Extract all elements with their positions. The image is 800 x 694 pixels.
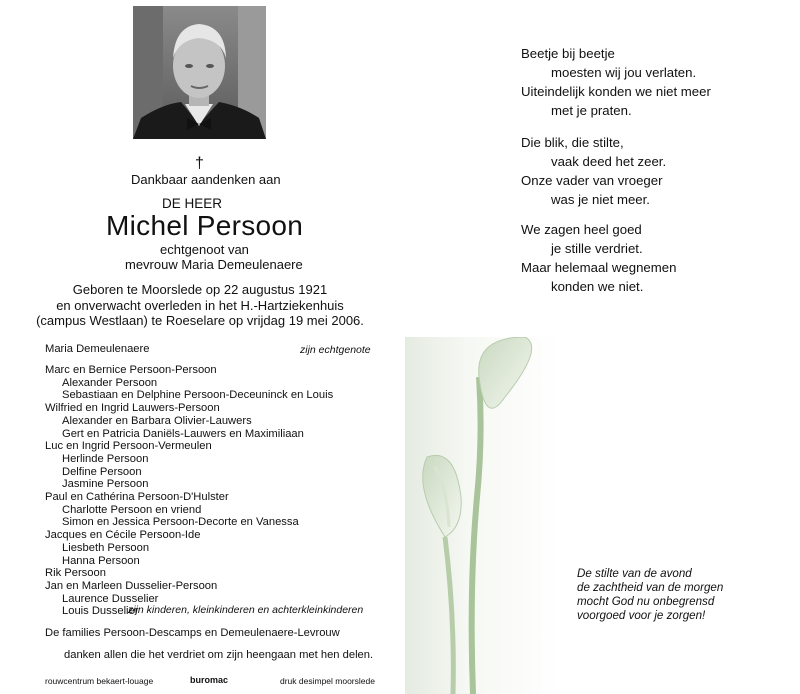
- footer-buromac: buromac: [190, 675, 229, 685]
- biography: [30, 282, 370, 329]
- bio-line: Geboren te Moorslede op 22 augustus 1921: [72, 282, 328, 297]
- family-line: Sebastiaan en Delphine Persoon-Deceuninck en Louis: [62, 389, 334, 402]
- bio-line: (campus Westlaan) te Roeselare op vrijdag 19 mei 2006.: [36, 313, 364, 328]
- portrait-photo: [133, 6, 266, 139]
- family-line: Simon en Jessica Persoon-Decorte en Vanessa: [62, 516, 299, 529]
- quote-line: mocht God nu onbegrensd: [577, 595, 715, 608]
- family-line: Jasmine Persoon: [62, 478, 149, 491]
- poem-line: Die blik, die stilte,: [521, 135, 624, 150]
- thanks-line: danken allen die het verdriet om zijn heengaan met hen delen.: [64, 649, 374, 661]
- family-line: Rik Persoon: [45, 567, 106, 580]
- footer-funeral-home: rouwcentrum bekaert-louage: [45, 676, 154, 686]
- family-line: Paul en Cathérina Persoon-D'Hulster: [45, 491, 229, 504]
- family-line: Liesbeth Persoon: [62, 541, 150, 554]
- quote-line: De stilte van de avond: [577, 567, 692, 580]
- deceased-name: Michel Persoon: [106, 210, 304, 241]
- poem-line: vaak deed het zeer.: [551, 154, 667, 169]
- poem-line: konden we niet.: [551, 279, 644, 294]
- bio-line: en onverwacht overleden in het H.-Hartziekenhuis: [56, 297, 344, 313]
- family-line: Jan en Marleen Dusselier-Persoon: [45, 579, 218, 592]
- family-line: Laurence Dusselier: [62, 592, 159, 605]
- family-line: Herlinde Persoon: [62, 452, 149, 465]
- family-line: Charlotte Persoon en vriend: [62, 503, 202, 516]
- poem-line: was je niet meer.: [551, 192, 650, 207]
- family-line: Alexander Persoon: [62, 376, 158, 389]
- poem-line: Uiteindelijk konden we niet meer: [521, 84, 711, 99]
- spouse-role: zijn echtgenote: [300, 344, 371, 356]
- family-line: Luc en Ingrid Persoon-Vermeulen: [45, 440, 212, 453]
- closing-quote: [577, 567, 723, 623]
- family-line: Louis Dusselier: [62, 605, 139, 618]
- poem-line: Beetje bij beetje: [521, 46, 615, 61]
- spouse-intro: echtgenoot van: [160, 242, 249, 257]
- poem-line: We zagen heel goed: [521, 222, 642, 237]
- poem-line: Maar helemaal wegnemen: [521, 260, 677, 275]
- cross-symbol: †: [195, 155, 204, 172]
- footer-printer: druk desimpel moorslede: [280, 676, 375, 686]
- family-line: Alexander en Barbara Olivier-Lauwers: [62, 414, 252, 427]
- families-line: De families Persoon-Descamps en Demeulenaere-Levrouw: [45, 627, 340, 639]
- family-line: Gert en Patricia Daniëls-Lauwers en Maximiliaan: [62, 427, 304, 440]
- family-list: [45, 364, 333, 618]
- children-role: zijn kinderen, kleinkinderen en achterkleinkinderen: [128, 604, 364, 616]
- calla-lily-image: [405, 337, 560, 694]
- quote-line: de zachtheid van de morgen: [577, 581, 724, 594]
- family-line: Hanna Persoon: [62, 554, 140, 567]
- spouse-entry: Maria Demeulenaere: [45, 343, 150, 355]
- dedication-text: Dankbaar aandenken aan: [131, 172, 281, 187]
- poem-stanza-1: [521, 44, 711, 120]
- poem-stanza-2: [521, 133, 666, 209]
- poem-line: Onze vader van vroeger: [521, 173, 663, 188]
- quote-line: voorgoed voor je zorgen!: [577, 609, 706, 622]
- poem-stanza-3: [521, 220, 676, 296]
- family-line: Jacques en Cécile Persoon-Ide: [45, 529, 201, 542]
- spouse-name: mevrouw Maria Demeulenaere: [125, 257, 303, 272]
- family-line: Wilfried en Ingrid Lauwers-Persoon: [45, 402, 220, 415]
- title-text: DE HEER: [162, 196, 223, 211]
- poem-line: je stille verdriet.: [551, 241, 643, 256]
- family-line: Marc en Bernice Persoon-Persoon: [45, 364, 217, 376]
- poem-line: moesten wij jou verlaten.: [551, 65, 697, 80]
- poem-line: met je praten.: [551, 103, 632, 118]
- family-line: Delfine Persoon: [62, 465, 142, 478]
